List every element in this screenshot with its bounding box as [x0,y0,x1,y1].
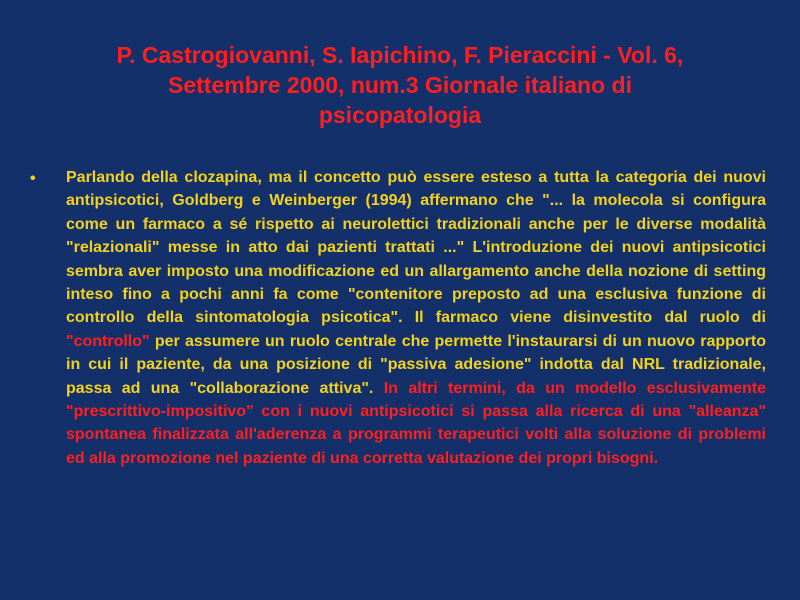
title-line-3: psicopatologia [318,102,482,128]
title-line-2: Settembre 2000, num.3 Giornale italiano di [168,72,632,98]
title-line-1: P. Castrogiovanni, S. Iapichino, F. Pieraccini - Vol. 6, [116,42,684,68]
paragraph-highlight-controllo: "controllo" [66,332,150,350]
body-paragraph [66,166,766,470]
bullet-marker: • [30,170,36,187]
paragraph-highlight-conclusion: In altri termini, da un modello esclusivamente "prescrittivo-impositivo" con i nuovi antipsicotici si passa alla ricerca di una "alleanza" spontanea finalizzata all'aderenza a programmi terapeutici volti alla soluzione di problemi ed alla promozione nel paziente di una corretta valutazione dei propri bisogni. [66,379,766,467]
slide-title [40,40,760,130]
paragraph-text-1: Parlando della clozapina, ma il concetto può essere esteso a tutta la categoria dei nuovi antipsicotici, Goldberg e Weinberger (1994) affermano che "... la molecola si configura come un farmaco a sé rispetto ai neurolettici tradizionali anche per le diverse modalità "relazionali" messe in atto dai pazienti trattati ..." L'introduzione dei nuovi antipsicotici sembra aver imposto una modificazione ed un allargamento anche della nozione di setting inteso fino a pochi anni fa come "contenitore preposto ad una esclusiva funzione di controllo della sintomatologia psicotica". Il farmaco viene disinvestito dal ruolo di [66,169,766,327]
paragraph-text-2: per assumere un ruolo centrale che permette l'instaurarsi di un nuovo rapporto in cui il paziente, da una posizione di "passiva adesione" indotta dal NRL tradizionale, passa ad una "collaborazione attiva". [66,332,766,397]
